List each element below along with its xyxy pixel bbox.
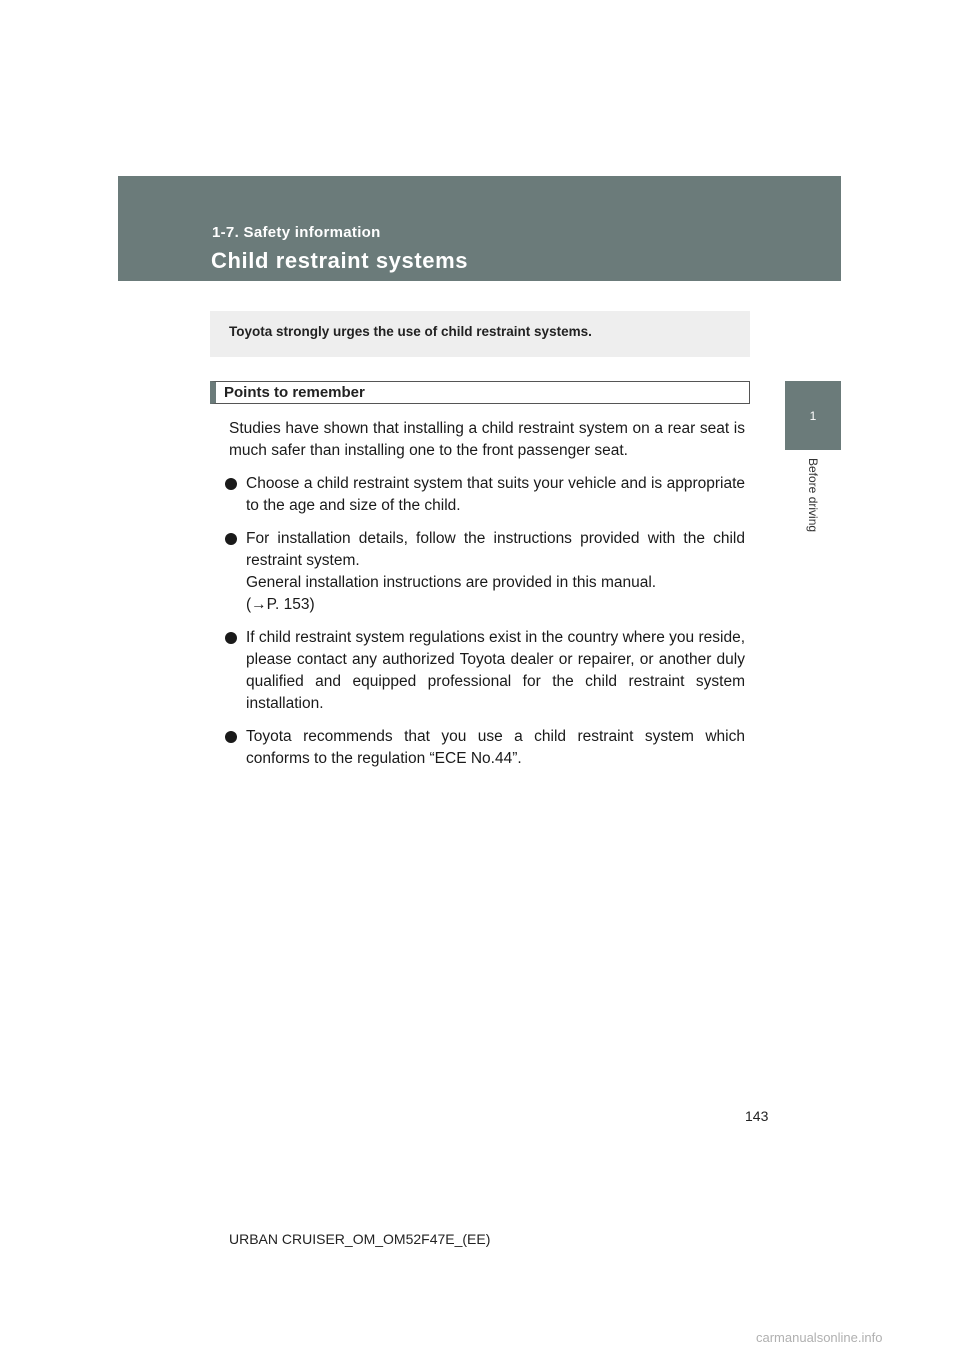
section-heading-text: Points to remember: [224, 384, 365, 401]
list-item-text: Choose a child restraint system that suits your vehicle and is appropriate to the age and size of the child.: [246, 475, 745, 514]
chapter-name: [785, 456, 841, 556]
section-label: 1-7. Safety information: [212, 224, 381, 241]
chapter-name-label: Before driving: [806, 458, 820, 533]
header-band: [118, 176, 841, 281]
intro-box: [210, 311, 750, 357]
document-code: URBAN CRUISER_OM_OM52F47E_(EE): [229, 1231, 491, 1247]
section-heading: [210, 381, 750, 404]
chapter-tab[interactable]: [785, 381, 841, 450]
page-title: Child restraint systems: [211, 248, 469, 273]
list-item: [229, 726, 745, 770]
bullet-icon: [225, 478, 237, 490]
bullet-icon: [225, 731, 237, 743]
list-item-text: Toyota recommends that you use a child restraint system which conforms to the regulation “ECE No.44”.: [246, 728, 745, 767]
list-item: [229, 473, 745, 517]
intro-text: Toyota strongly urges the use of child restraint systems.: [229, 324, 592, 339]
content-body: [229, 418, 745, 781]
list-item-text: If child restraint system regulations exist in the country where you reside, please contact any authorized Toyota dealer or repairer, or another duly qualified and equipped professional for the child restraint system installation.: [246, 629, 745, 712]
list-item-text: For installation details, follow the instructions provided with the child restraint system.: [246, 530, 745, 569]
watermark[interactable]: carmanualsonline.info: [756, 1330, 883, 1345]
intro-paragraph: Studies have shown that installing a child restraint system on a rear seat is much safer than installing one to the front passenger seat.: [229, 420, 745, 459]
chapter-number: 1: [809, 408, 817, 423]
list-item: [229, 528, 745, 616]
page-number: 143: [745, 1108, 769, 1124]
list-item-line: General installation instructions are provided in this manual.: [246, 574, 657, 591]
bullet-icon: [225, 632, 237, 644]
bullet-icon: [225, 533, 237, 545]
list-item: [229, 627, 745, 715]
page-reference[interactable]: (→P. 153): [246, 596, 315, 613]
